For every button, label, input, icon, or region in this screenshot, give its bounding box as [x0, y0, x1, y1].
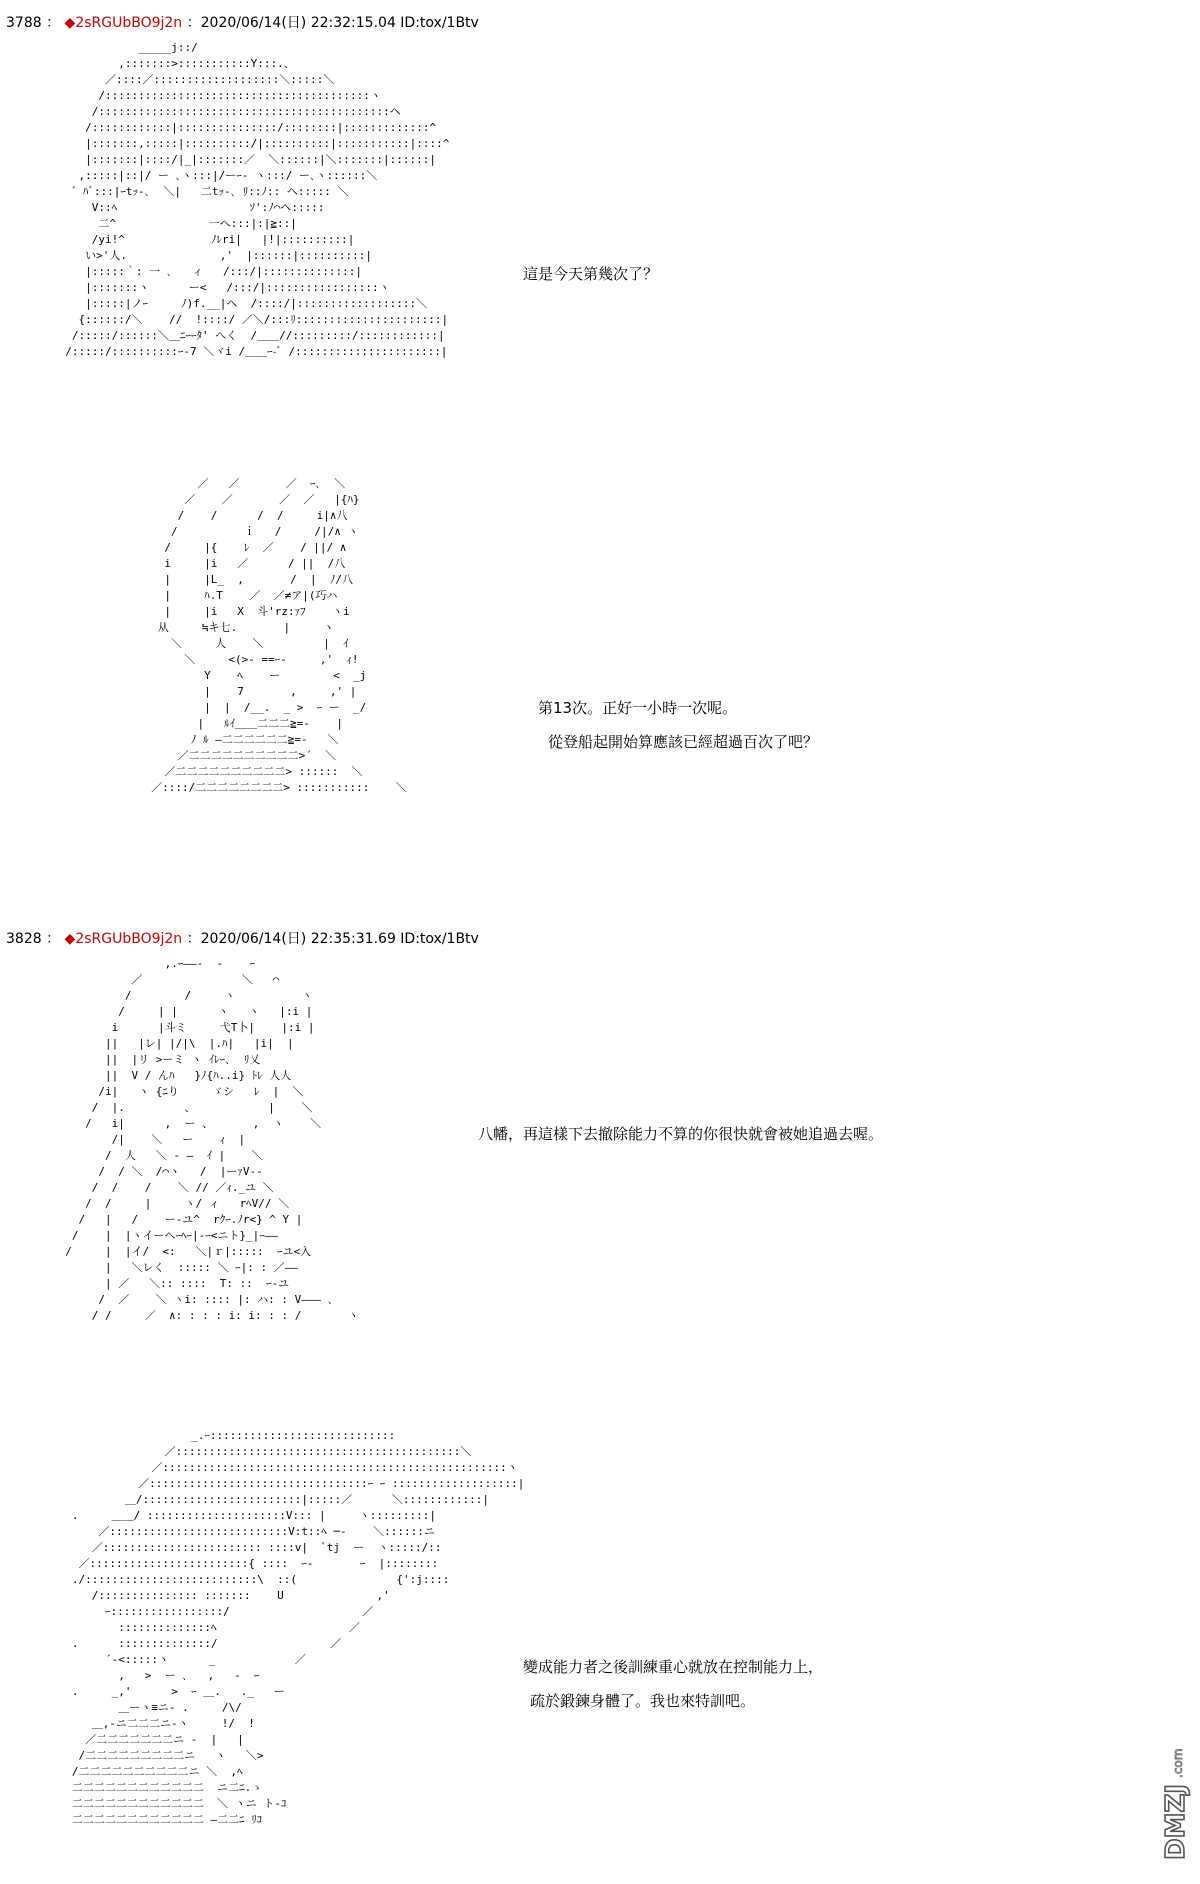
dialogue-line: 這是今天第幾次了？: [523, 265, 659, 283]
post-number: 3828: [6, 931, 42, 947]
svg-text:.com: .com: [1171, 1748, 1185, 1778]
dialogue-line: 第13次。正好一小時一次呢。: [538, 699, 738, 717]
post-separator: ：: [46, 15, 61, 31]
dialogue-line: 變成能力者之後訓練重心就放在控制能力上，: [523, 1658, 824, 1676]
tripcode: ◆2sRGUbBO9j2n: [64, 15, 183, 31]
dialogue-line: 疏於鍛鍊身體了。我也來特訓吧。: [530, 1692, 756, 1710]
post-meta: ：2020/06/14(日) 22:35:31.69 ID:tox/1Btv: [186, 931, 479, 947]
ascii-art-panel: _.ｰ:::::::::::::::::::::::::::: ／:::::::::::::::::::::::::::::::::::::::::::＼ ／::::::::::::::::::::::::::::::::::::::::::::::::::::ヽ ／:::::::::::::::::::::::::::::::::ｰ ｰ :::::::::::::::::::| ＿/::::::::::::::::::::::::|:::::／ ＼::::::::::::| . ＿＿/ :::::::::::::::::::::V::: | ヽ:::::::::| ／:::::::::::::::::::::::::::V:t::ﾍ ─- ＼::::::ニ ／:::::::::::::::::::::::: ::::v| ﾞtj ー ヽ:::::/:: ／::::::::::::::::::::::::{ :::: ｰ- ｰ |:::::::: ./::::::::::::::::::::::::::\ ::( {':j:::: /::::::::::::::: ::::::: U ,' ｰ:::::::::::::::::/ ／ ::::::::::::::ﾍ ／ . ::::::::::::::/ ／ ´-<:::::ヽ _ ／ , > ー ､ , - ｰ . _,' > ｰ ＿. ._ ー ＿ーヽ≡ニ- . /\/ ＿,-ニ二二二ニ-ヽ !/ ! ／二二二二二二二ニ - | | /二二二二二二二二二ニ ヽ ＼> /二二二二二二二二二二ニ ＼ ,ﾍ 二二二二二二二二二二二二 ニ二ﾆ.ゝ 二二二二二二二二二二二二 ＼ ヽニ ト-ｺ 二二二二二二二二二二二二 ―二二ﾆ ﾘｺ: [71, 1429, 525, 1826]
post-header: [6, 928, 479, 948]
post-number: 3788: [6, 15, 42, 31]
ascii-art-panel: ／ ／ ／ ｰ､ ＼ ／ ／ ／ ／ |{ﾊ} / / / / i|∧八 / ｉ / /|/∧ ヽ / |{ ﾚ ／ / ||/ ∧ i |i ／ / || /八 | |L_ , / | ﾉ/八 | ﾊ.T ／ ／≠ア|(巧ハ | |i X 斗'rz:ｧﾌ ヽi 从 ≒キ七. | ヽ ＼ 人 ＼ | ｲ ＼ <(>- ==ｰ- ,' ｨ! Y ﾍ ー < _j | 7 , ,' | | | /__. _ > ｰ ー _/ | ﾙｲ＿＿二二二≧=- | ﾉ ﾙ ―二二二二二二≧=- ＼ ／二二二二二二二二二二>´ ＼ ／二二二二二二二二二二> :::::: ＼ ／::::/二二二二二二二二> ::::::::::: ＼: [151, 477, 407, 794]
dialogue-line: 八幡，再這樣下去撤除能力不算的你很快就會被她追過去喔。: [478, 1125, 884, 1143]
post-meta: ：2020/06/14(日) 22:32:15.04 ID:tox/1Btv: [186, 15, 479, 31]
ascii-art-panel: ,.ｰ――- ‐ ｰ ／ ＼ ⌒ / / ヽ ヽ / | | ヽ ヽ |:i | i |斗ミ 弋T卜| |:i | || |レ| |/|\ |.ﾊ| |i| | || |リ >ーミ ヽ ｲﾚｰ､ ﾘ乂 || V / んﾊ }ﾉ{ﾊ..i} ﾄﾚ 人人 /i| ヽ {ﾆり ゞシ ﾚ | ＼ / |. 、 | ＼ / i| , ー 、 , ヽ ＼ /| ＼ ー ｨ | / 人 ＼ ‐ ― ｲ | ＼ / / ＼ /⌒ヽ / |ーｧV‐- / / / ＼ // ／ｨ._ユ ＼ / / | ヽ/ ィ rﾍV// ＼ / | / ー-ユ^ rｸｰ.ﾉr<} ^ Y | / | |ヽイーへｰﾍｰ|-ｰ<ニト}_|ｰ―― / | |イ/ <: ＼|ｒ|::::: ｰユ<入 | ＼レく ::::: ＼ ｰ|: : ／―― | ／ ＼:: :::: T: :: ｰ-ユ / ／ ＼ ヽi: :::: |: ハ: : V――― ､ / / ／ ∧: : : : i: i: : : / ヽ: [65, 957, 359, 1322]
tripcode: ◆2sRGUbBO9j2n: [64, 931, 183, 947]
dialogue-line: 從登船起開始算應該已經超過百次了吧？: [548, 733, 819, 751]
post-separator: ：: [46, 931, 61, 947]
ascii-art-panel: _____j::/ ,:::::::>:::::::::::Y:::.、 ／::::／:::::::::::::::::::＼:::::＼ /::::::::::::::::::::::::::::::::::::::::ヽ /::::::::::::::::::::::::::::::::::::::::::::ヘ /::::::::::::|:::::::::::::::/::::::::|:::::::::::::^ |:::::::,:::::|::::::::::/|::::::::::|:::::::::::|::::^ |:::::::|::::/|_|:::::::／ ＼::::::|＼:::::::|::::::| ,:::::|::|/ ー ､ヽ:::|/ーｰ- ヽ:::/ ー､ヽ::::::＼ ゛ﾊﾞ:::|ｰtｯ-､ ＼| 二tｯ-､ ﾘ::ﾉ:: ヘ::::: ＼ V::ﾍ ｿ':ﾉ⌒ヘ::::: 二^ 一へ:::|:|≧::| /yi!^ ﾉﾚri| |!|::::::::::| い>'人. ,' |::::::|::::::::::| |:::::｀: 一 ､ ィ /:::/|::::::::::::::| |:::::::ヽ ー< /:::/|:::::::::::::::::ヽ |:::::|ノｰ ﾉ)f.__|ヘ /::::/|::::::::::::::::::＼ {::::::/＼ // !::::/ ／＼/:::ﾘ::::::::::::::::::::::| /:::::/::::::＼＿ﾆｰｰﾀ' へく /＿＿//:::::::::/::::::::::::| /:::::/::::::::::ｰ-7 ＼ヾi /＿＿ｰ-ﾞ /::::::::::::::::::::::|: [65, 41, 450, 358]
post-header: [6, 12, 479, 32]
watermark-logo: [1156, 1702, 1192, 1862]
svg-text:DMZJ: DMZJ: [1161, 1784, 1191, 1860]
